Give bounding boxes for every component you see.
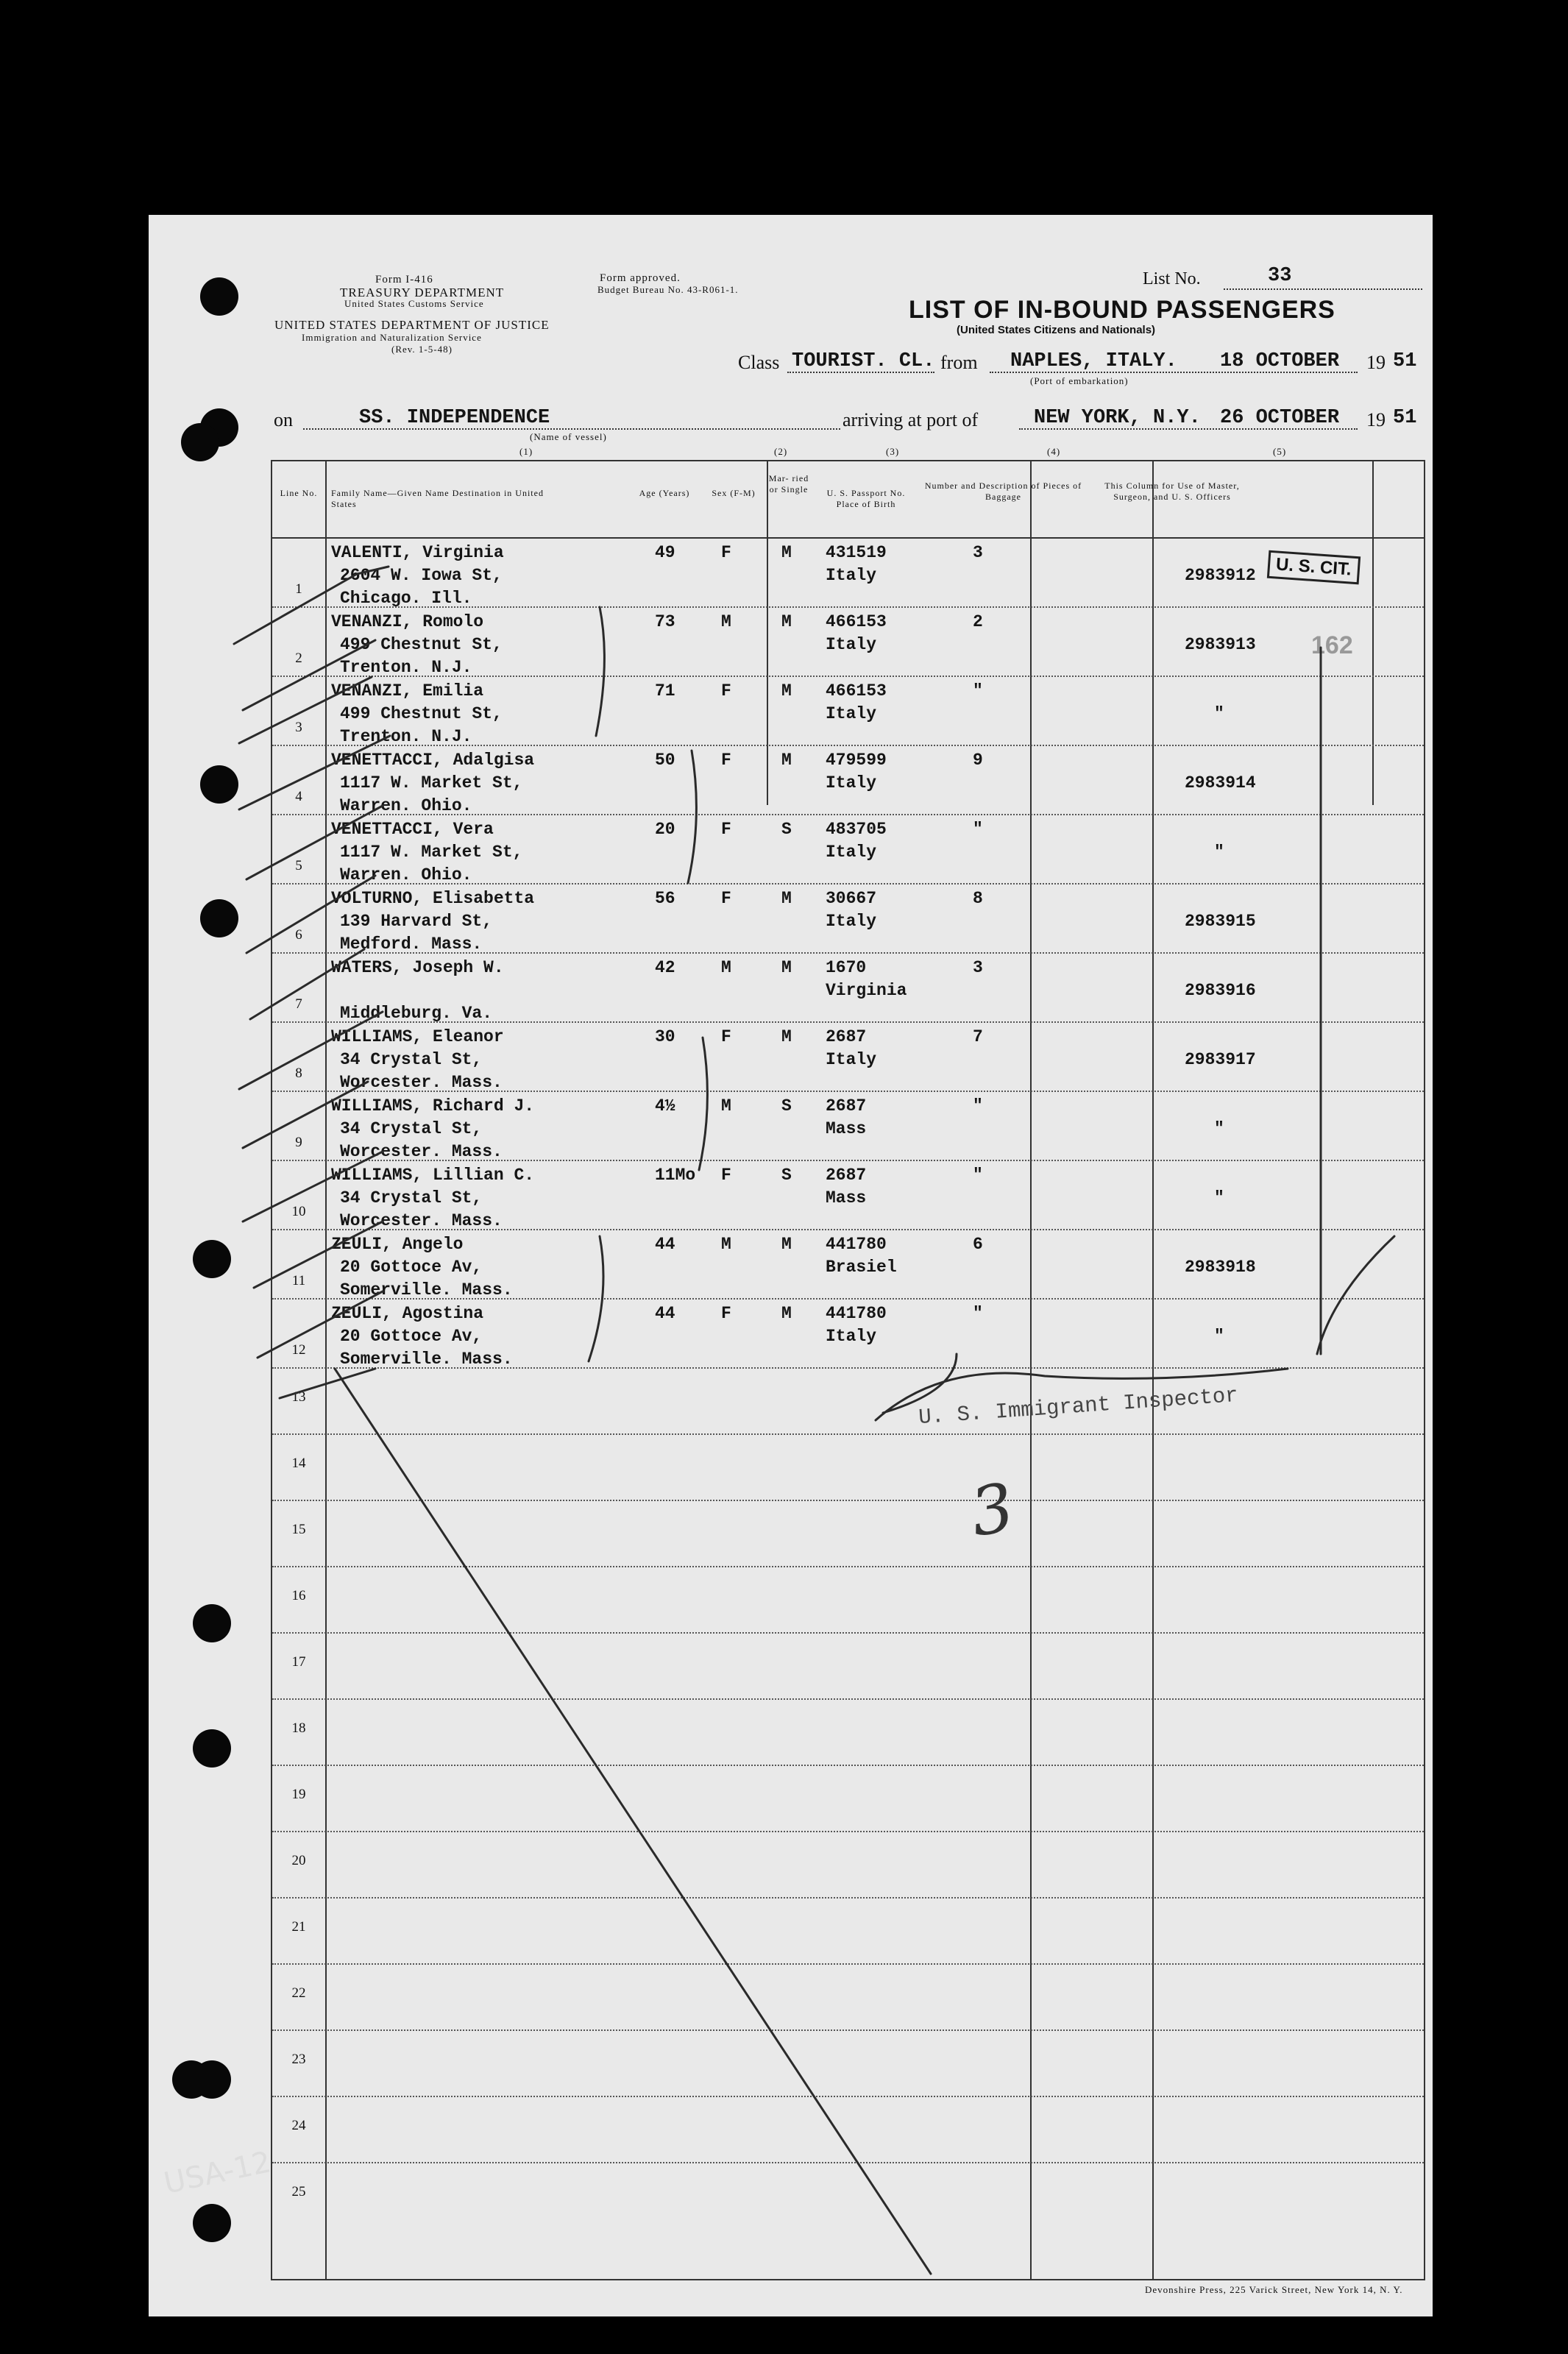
line-number: 5 xyxy=(295,858,302,873)
line-number: 20 xyxy=(291,1853,306,1868)
cell-birth: Italy xyxy=(826,1327,877,1346)
cell-sex: F xyxy=(721,751,731,770)
cell-birth: Mass xyxy=(826,1188,867,1208)
cell-birth: Italy xyxy=(826,1050,877,1069)
cell-name: WILLIAMS, Lillian C. xyxy=(331,1166,535,1185)
class-value: TOURIST. CL. xyxy=(792,350,935,372)
cell-passport: 431519 xyxy=(826,543,887,562)
punch-hole xyxy=(193,1604,231,1642)
arriving-label: arriving at port of xyxy=(842,409,979,430)
cell-birth: Italy xyxy=(826,773,877,793)
cell-sex: F xyxy=(721,1027,731,1046)
header-name: Family Name—Given Name Destination in United States xyxy=(331,488,544,509)
cell-sex: M xyxy=(721,1096,731,1116)
cell-officer: 2983913 xyxy=(1185,635,1256,654)
cell-addr1: 139 Harvard St, xyxy=(340,912,493,931)
cell-passport: 441780 xyxy=(826,1304,887,1323)
cell-baggage: " xyxy=(973,681,983,701)
punch-hole xyxy=(193,1240,231,1278)
cell-ms: M xyxy=(781,1304,792,1323)
printer-footer: Devonshire Press, 225 Varick Street, New York 14, N. Y. xyxy=(1145,2284,1403,2295)
cell-addr2: Worcester. Mass. xyxy=(340,1142,503,1161)
cell-addr1: 1117 W. Market St, xyxy=(340,773,523,793)
cell-addr2: Trenton. N.J. xyxy=(340,727,472,746)
line-number: 17 xyxy=(291,1654,306,1670)
cell-addr2: Middleburg. Va. xyxy=(340,1004,493,1023)
cell-birth: Italy xyxy=(826,566,877,585)
justice-label: UNITED STATES DEPARTMENT OF JUSTICE xyxy=(274,318,550,332)
cell-age: 49 xyxy=(655,543,675,562)
line-number: 21 xyxy=(291,1919,306,1935)
line-number: 13 xyxy=(291,1389,306,1405)
ins-label: Immigration and Naturalization Service xyxy=(302,332,482,343)
cell-addr1: 34 Crystal St, xyxy=(340,1188,483,1208)
cell-baggage: " xyxy=(973,820,983,839)
cell-sex: F xyxy=(721,543,731,562)
line-number: 4 xyxy=(295,789,302,804)
cell-age: 11Mo xyxy=(655,1166,696,1185)
cell-addr2: Trenton. N.J. xyxy=(340,658,472,677)
line-number: 11 xyxy=(291,1273,306,1288)
cell-addr2: Medford. Mass. xyxy=(340,935,483,954)
cell-name: ZEULI, Agostina xyxy=(331,1304,484,1323)
cell-passport: 441780 xyxy=(826,1235,887,1254)
side-note: USA-12 xyxy=(160,2145,274,2201)
cell-officer: " xyxy=(1214,1119,1224,1138)
cell-sex: F xyxy=(721,889,731,908)
cell-baggage: 3 xyxy=(973,958,983,977)
header-officers: This Column for Use of Master, Surgeon, and U. S. Officers xyxy=(1104,481,1240,502)
punch-hole xyxy=(193,2060,231,2099)
cell-name: VENETTACCI, Vera xyxy=(331,820,494,839)
list-number: 33 xyxy=(1268,265,1292,287)
cell-name: WILLIAMS, Eleanor xyxy=(331,1027,504,1046)
cell-officer: 2983915 xyxy=(1185,912,1256,931)
cell-officer: 2983917 xyxy=(1185,1050,1256,1069)
cell-birth: Italy xyxy=(826,635,877,654)
cell-ms: M xyxy=(781,681,792,701)
header-married: Mar- ried or Single xyxy=(768,473,809,494)
line-number: 25 xyxy=(291,2184,306,2199)
cell-addr1: 34 Crystal St, xyxy=(340,1050,483,1069)
cell-ms: M xyxy=(781,1027,792,1046)
cell-passport: 1670 xyxy=(826,958,867,977)
cell-birth: Italy xyxy=(826,912,877,931)
cell-officer: 2983916 xyxy=(1185,981,1256,1000)
cell-age: 56 xyxy=(655,889,675,908)
cell-baggage: 9 xyxy=(973,751,983,770)
cell-baggage: 2 xyxy=(973,612,983,631)
cell-officer: 2983914 xyxy=(1185,773,1256,793)
port-embarkation: NAPLES, ITALY. xyxy=(1010,350,1177,372)
cell-name: VENETTACCI, Adalgisa xyxy=(331,751,535,770)
cell-sex: M xyxy=(721,1235,731,1254)
cell-ms: M xyxy=(781,612,792,631)
cell-officer: " xyxy=(1214,1327,1224,1346)
document-title: LIST OF IN-BOUND PASSENGERS xyxy=(909,296,1335,324)
cell-age: 44 xyxy=(655,1304,675,1323)
cell-baggage: " xyxy=(973,1166,983,1185)
handwritten-initials: 3 xyxy=(965,1468,1020,1553)
cell-name: VOLTURNO, Elisabetta xyxy=(331,889,535,908)
line-number: 3 xyxy=(295,720,302,735)
cell-addr1: 2604 W. Iowa St, xyxy=(340,566,503,585)
cell-passport: 30667 xyxy=(826,889,877,908)
cell-ms: M xyxy=(781,889,792,908)
list-no-label: List No. xyxy=(1143,269,1201,288)
passenger-table xyxy=(271,460,1425,2280)
port-embarkation-label: (Port of embarkation) xyxy=(1030,375,1129,386)
cell-addr2: Somerville. Mass. xyxy=(340,1350,513,1369)
punch-hole xyxy=(200,899,238,937)
cell-ms: M xyxy=(781,1235,792,1254)
arrival-year: 51 xyxy=(1393,407,1417,429)
cell-birth: Italy xyxy=(826,704,877,723)
document-subtitle: (United States Citizens and Nationals) xyxy=(957,324,1156,336)
cell-addr2: Worcester. Mass. xyxy=(340,1073,503,1092)
arrival-port: NEW YORK, N.Y. xyxy=(1034,407,1201,429)
cell-ms: S xyxy=(781,820,792,839)
cell-officer: " xyxy=(1214,704,1224,723)
cell-ms: S xyxy=(781,1166,792,1185)
cell-name: VALENTI, Virginia xyxy=(331,543,504,562)
cell-passport: 466153 xyxy=(826,612,887,631)
header-sex: Sex (F-M) xyxy=(712,488,756,498)
cell-addr2: Warren. Ohio. xyxy=(340,865,472,884)
cell-birth: Virginia xyxy=(826,981,907,1000)
cell-officer: " xyxy=(1214,1188,1224,1208)
line-number: 15 xyxy=(291,1522,306,1537)
arrival-date: 26 OCTOBER xyxy=(1220,407,1340,429)
cell-addr1: 499 Chestnut St, xyxy=(340,704,503,723)
cell-sex: F xyxy=(721,820,731,839)
punch-hole xyxy=(200,277,238,316)
cell-sex: M xyxy=(721,958,731,977)
header-age: Age (Years) xyxy=(639,488,690,498)
cell-passport: 2687 xyxy=(826,1096,867,1116)
cell-birth: Italy xyxy=(826,843,877,862)
cell-addr2: Chicago. Ill. xyxy=(340,589,472,608)
line-number: 23 xyxy=(291,2052,306,2067)
cell-name: WILLIAMS, Richard J. xyxy=(331,1096,535,1116)
cell-sex: M xyxy=(721,612,731,631)
line-number: 6 xyxy=(295,927,302,943)
header-passport: U. S. Passport No. Place of Birth xyxy=(826,488,906,509)
cell-baggage: " xyxy=(973,1304,983,1323)
cell-age: 30 xyxy=(655,1027,675,1046)
cell-addr2: Somerville. Mass. xyxy=(340,1280,513,1300)
line-number: 14 xyxy=(291,1456,306,1471)
line-number: 7 xyxy=(295,996,302,1012)
cell-ms: M xyxy=(781,958,792,977)
cell-age: 71 xyxy=(655,681,675,701)
cell-name: VENANZI, Emilia xyxy=(331,681,484,701)
cell-sex: F xyxy=(721,681,731,701)
treasury-label: TREASURY DEPARTMENT xyxy=(340,286,505,299)
cell-addr2: Worcester. Mass. xyxy=(340,1211,503,1230)
cell-ms: M xyxy=(781,543,792,562)
cell-passport: 466153 xyxy=(826,681,887,701)
cell-officer: 2983918 xyxy=(1185,1258,1256,1277)
cell-baggage: " xyxy=(973,1096,983,1116)
line-number: 2 xyxy=(295,650,302,666)
stamp-number: 162 xyxy=(1311,631,1353,659)
cell-sex: F xyxy=(721,1166,731,1185)
cell-addr1: 20 Gottoce Av, xyxy=(340,1258,483,1277)
cell-ms: S xyxy=(781,1096,792,1116)
cell-age: 50 xyxy=(655,751,675,770)
cell-passport: 483705 xyxy=(826,820,887,839)
cell-officer: " xyxy=(1214,843,1224,862)
cell-age: 73 xyxy=(655,612,675,631)
line-number: 10 xyxy=(291,1204,306,1219)
cell-addr1: 34 Crystal St, xyxy=(340,1119,483,1138)
cell-age: 4½ xyxy=(655,1096,675,1116)
cell-addr1: 20 Gottoce Av, xyxy=(340,1327,483,1346)
cell-baggage: 3 xyxy=(973,543,983,562)
cell-passport: 479599 xyxy=(826,751,887,770)
inspector-label: U. S. Immigrant Inspector xyxy=(918,1383,1239,1431)
line-number: 18 xyxy=(291,1720,306,1736)
line-number: 16 xyxy=(291,1588,306,1603)
line-number: 1 xyxy=(295,581,302,597)
cell-officer: 2983912 xyxy=(1185,566,1256,585)
line-number: 19 xyxy=(291,1787,306,1802)
cell-age: 44 xyxy=(655,1235,675,1254)
line-number: 8 xyxy=(295,1066,302,1081)
punch-hole xyxy=(181,423,219,461)
cell-addr2: Warren. Ohio. xyxy=(340,796,472,815)
revision-label: (Rev. 1-5-48) xyxy=(391,344,453,355)
cell-age: 20 xyxy=(655,820,675,839)
customs-label: United States Customs Service xyxy=(344,298,484,309)
on-label: on xyxy=(274,409,293,430)
cell-baggage: 8 xyxy=(973,889,983,908)
cell-birth: Brasiel xyxy=(826,1258,897,1277)
from-label: from xyxy=(940,352,978,373)
cell-addr1: 1117 W. Market St, xyxy=(340,843,523,862)
departure-date: 18 OCTOBER xyxy=(1220,350,1340,372)
cell-name: WATERS, Joseph W. xyxy=(331,958,504,977)
citizen-stamp: U. S. CIT. xyxy=(1267,550,1361,585)
line-number: 12 xyxy=(291,1342,306,1358)
cell-name: VENANZI, Romolo xyxy=(331,612,484,631)
vessel-label: (Name of vessel) xyxy=(530,431,607,442)
approved-label: Form approved. xyxy=(600,272,681,284)
cell-age: 42 xyxy=(655,958,675,977)
cell-birth: Mass xyxy=(826,1119,867,1138)
punch-hole xyxy=(200,765,238,804)
cell-passport: 2687 xyxy=(826,1166,867,1185)
line-number: 22 xyxy=(291,1985,306,2001)
cell-baggage: 6 xyxy=(973,1235,983,1254)
departure-year: 51 xyxy=(1393,350,1417,372)
line-number: 9 xyxy=(295,1135,302,1150)
class-label: Class xyxy=(738,352,780,373)
punch-hole xyxy=(193,1729,231,1768)
cell-passport: 2687 xyxy=(826,1027,867,1046)
cell-baggage: 7 xyxy=(973,1027,983,1046)
header-line: Line No. xyxy=(280,488,318,498)
vessel-name: SS. INDEPENDENCE xyxy=(359,407,550,429)
budget-label: Budget Bureau No. 43-R061-1. xyxy=(597,284,739,295)
punch-hole xyxy=(193,2204,231,2242)
form-number: Form I-416 xyxy=(375,274,433,286)
cell-sex: F xyxy=(721,1304,731,1323)
header-baggage: Number and Description of Pieces of Baggage xyxy=(924,481,1082,502)
cell-addr1: 499 Chestnut St, xyxy=(340,635,503,654)
cell-ms: M xyxy=(781,751,792,770)
cell-name: ZEULI, Angelo xyxy=(331,1235,464,1254)
line-number: 24 xyxy=(291,2118,306,2133)
